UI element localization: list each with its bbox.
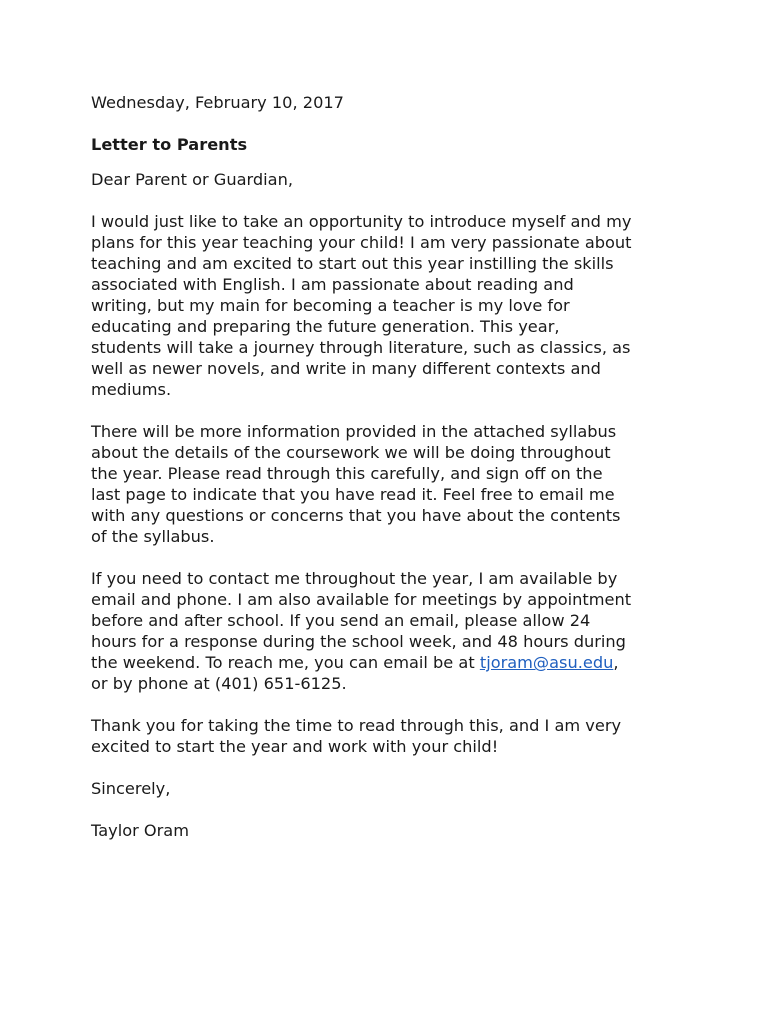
syllabus-paragraph: There will be more information provided in the attached syllabus about the details of the coursework we will be doing throughout the year. Please read through this carefully, and sign off on the last page to indicate that you have read it. Feel free to email me with any questions or concerns that you have about the contents of the syllabus. [91,422,621,546]
intro-paragraph: I would just like to take an opportunity to introduce myself and my plans for this year teaching your child! I am very passionate about teaching and am excited to start out this year instilling the skills associated with English. I am passionate about reading and writing, but my main for becoming a teacher is my love for educating and preparing the future generation. This year, students will take a journey through literature, such as classics, as well as newer novels, and write in many different contexts and mediums. [91,212,632,399]
salutation: Dear Parent or Guardian, [91,170,294,189]
closing: Sincerely, [91,779,171,798]
signature: Taylor Oram [91,821,189,840]
email-link[interactable]: tjoram@asu.edu [479,653,614,672]
contact-text-before-email: If you need to contact me throughout the year, I am available by email and phone. I am also available for meetings by appointment before and after school. If you send an email, please allow 24 hours for a response during the school week, and 48 hours during the weekend. To reach me, you can email be at [91,569,632,672]
letter-title: Letter to Parents [91,135,248,154]
thank-you-paragraph: Thank you for taking the time to read through this, and I am very excited to start the year and work with your child! [91,716,622,756]
letter-page [91,92,691,862]
contact-text-after-email: , or by phone at (401) 651-6125. [91,653,619,693]
letter-date: Wednesday, February 10, 2017 [91,93,344,112]
contact-paragraph [91,568,691,694]
